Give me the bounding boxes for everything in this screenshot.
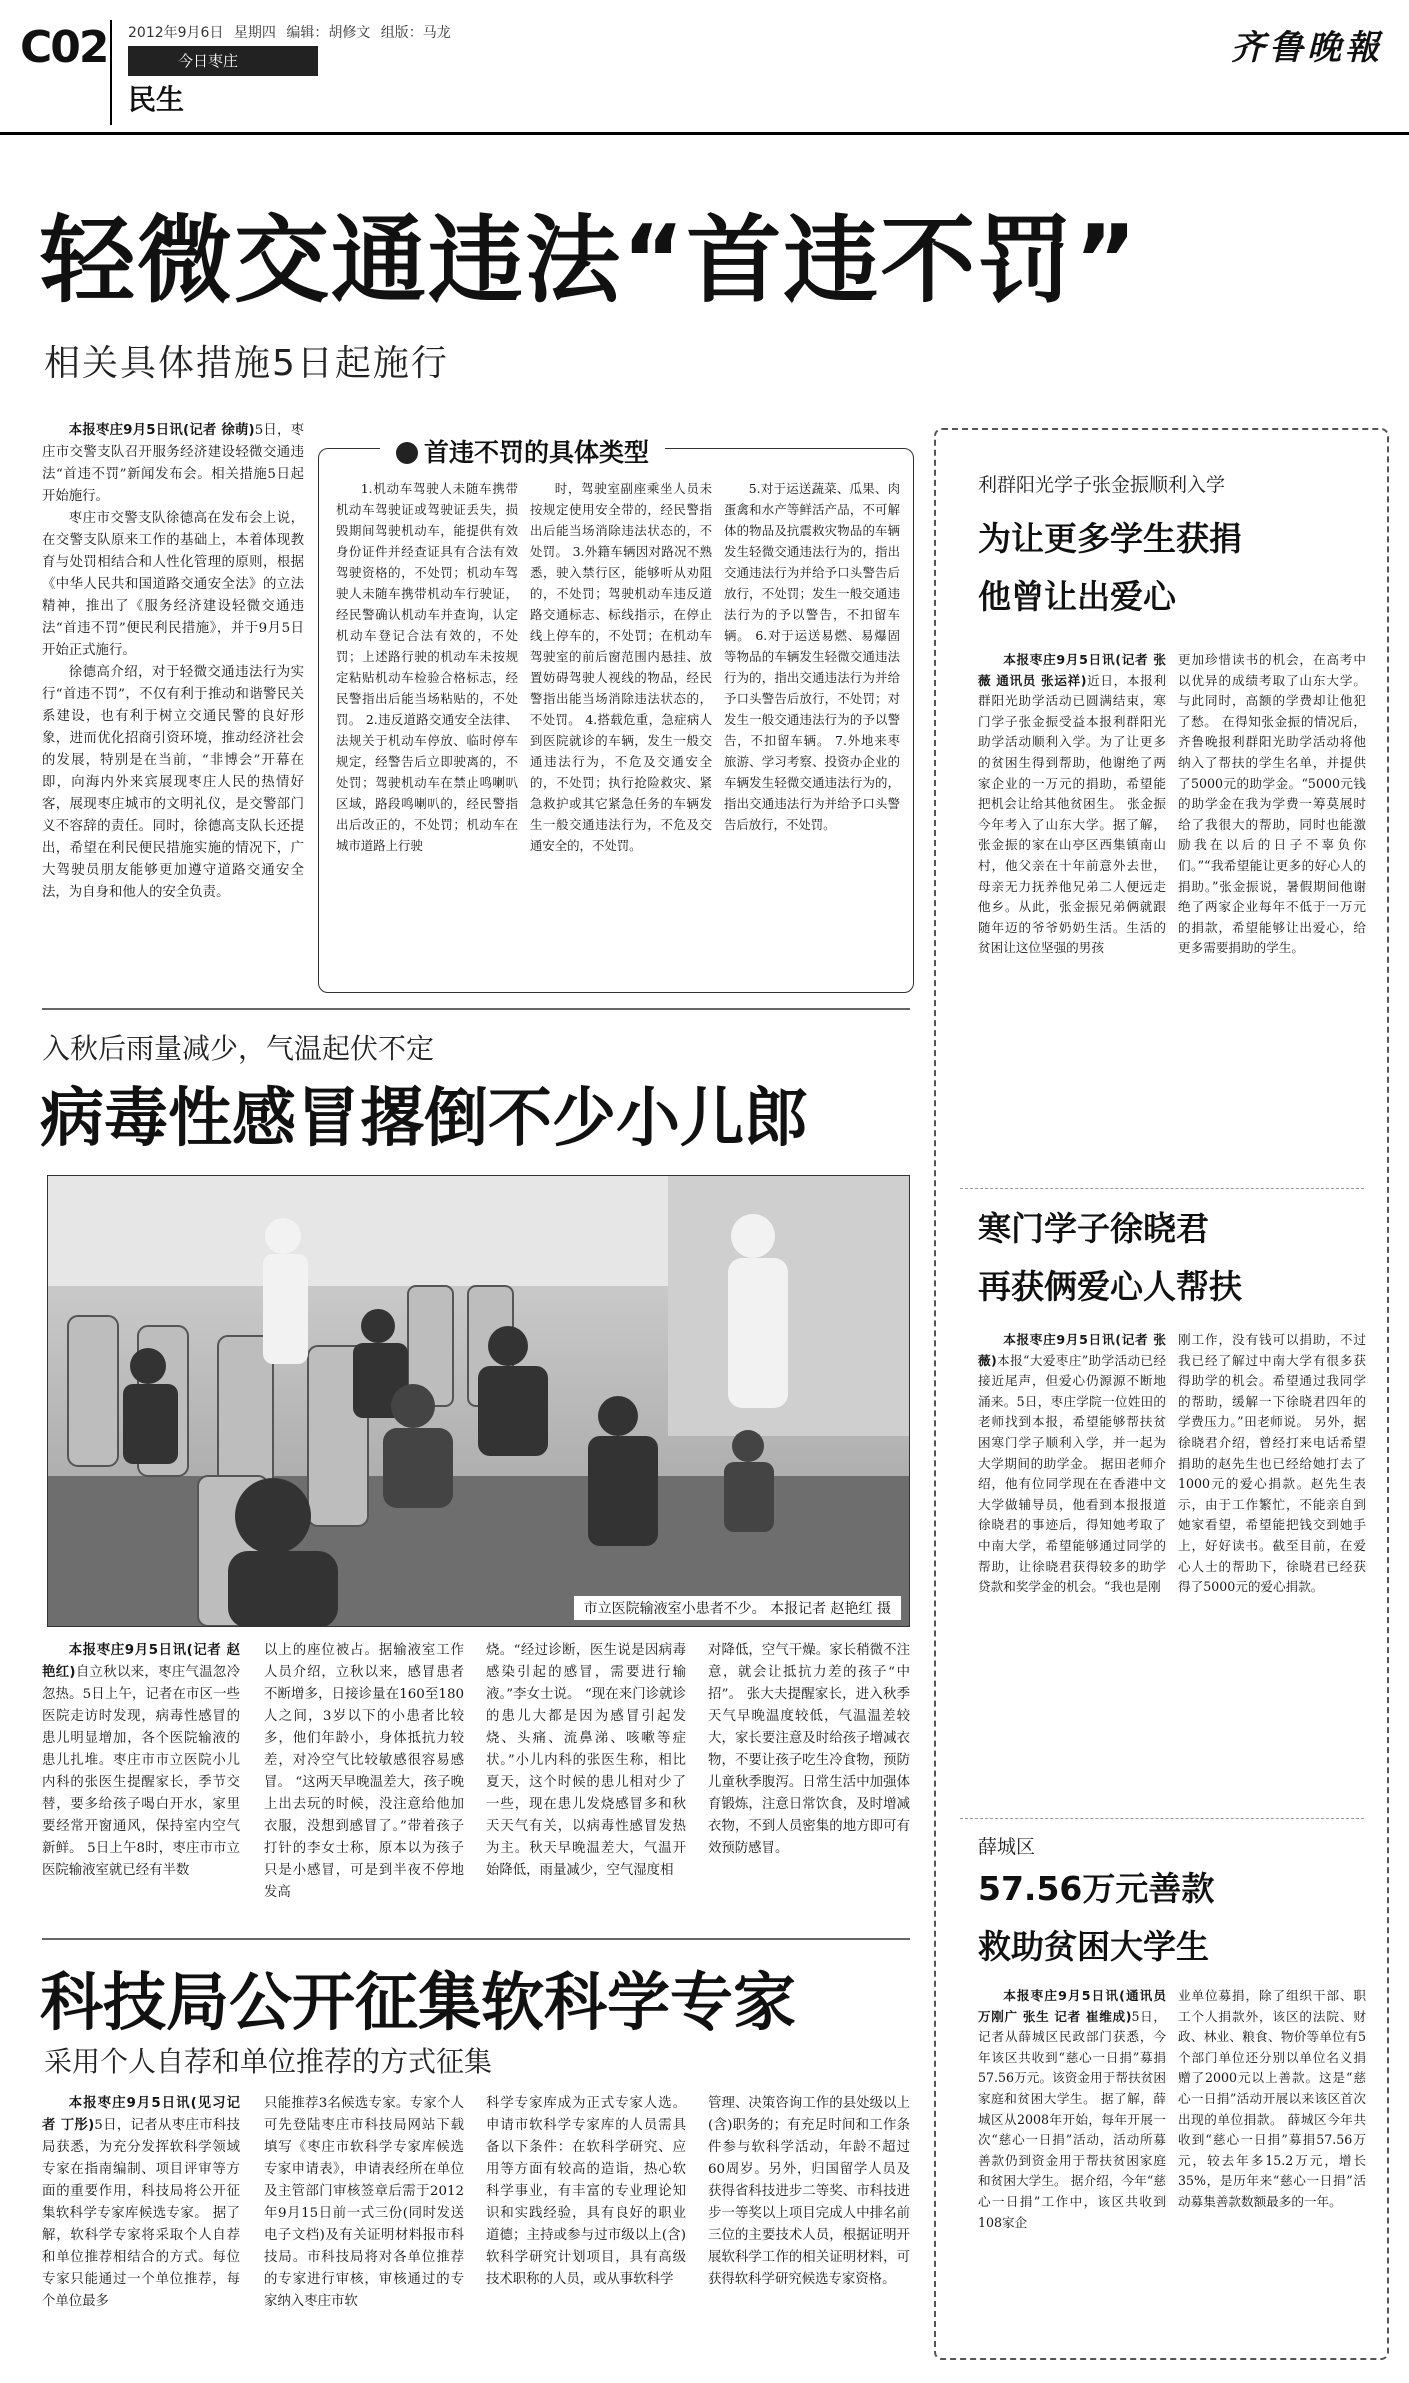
- story-divider: [42, 1008, 910, 1010]
- header-meta: 2012年9月6日 星期四 编辑：胡修文 组版：马龙: [128, 25, 451, 41]
- story3-subhead: 采用个人自荐和单位推荐的方式征集: [44, 2045, 493, 2078]
- violation-types-col3: 5.对于运送蔬菜、瓜果、肉蛋禽和水产等鲜活产品，不可解体的物品及抗震救灾物品的车辆发生轻微交通违法行为的，指出交通违法行为并给予口头警告后放行，不处罚；发生一般交通违法行为的予以警告，不扣留车辆。 6.对于运送易燃、易爆固等物品的车辆发生轻微交通违法行为的，指出交通违法行为并给予口头警告后放行，不处罚；对发生一般交通违法行为的予以警告，不扣留车辆。 7.外地来枣旅游、学习考察、投资办企业的车辆发生轻微交通违法行为的，指出交通违法行为并给予口头警告后放行，不处罚。: [724, 481, 900, 832]
- sidebar-s3-col1: 本报枣庄9月5日讯(通讯员 万刚广 张生 记者 崔维成)5日，记者从薛城区民政部门获悉，今年该区共收到“慈心一日捐”募捐57.56万元。该资金用于帮扶贫困家庭和贫困大学生。 据了解，薛城区从2008年开始，每年开展一次“慈心一日捐”活动，活动所募善款仍到资金用于帮扶贫困家庭和贫困大学生。 据介绍，今年“慈心一日捐”工作中，该区共收到108家企: [978, 1988, 1166, 2230]
- clinic-photo: [47, 1175, 910, 1627]
- sidebar-divider: [960, 1188, 1364, 1189]
- story1-headline: 轻微交通违法“首违不罚”: [40, 206, 1139, 316]
- page-number: C02: [20, 22, 108, 73]
- bullet-icon: [396, 442, 418, 464]
- story3-col1: 本报枣庄9月5日讯(见习记者 丁彤)5日，记者从枣庄市科技局获悉，为充分发挥软科学领域专家在指南编制、项目评审等方面的重要作用，科技局将公开征集软科学专家库候选专家。 据了解，软科学专家将采取个人自荐和单位推荐相结合的方式。每位专家只能通过一个单位推荐，每个单位最多: [42, 2096, 240, 2309]
- story2-lead: 本报枣庄9月5日讯(记者 赵艳红): [42, 1643, 240, 1680]
- clinic-photo-image: [48, 1176, 910, 1627]
- sidebar-s1-headline: 为让更多学生获捐 他曾让出爱心: [978, 519, 1242, 616]
- photo-caption: 市立医院输液室小患者不少。 本报记者 赵艳红 摄: [574, 1596, 901, 1620]
- story3-col4: 管理、决策咨询工作的县处级以上(含)职务的；有充足时间和工作条件参与软科学活动，年龄不超过60周岁。另外，归国留学人员及获得省科技进步二等奖、市科技进步一等奖以上项目完成人中排名前三位的主要技术人员，根据证明开展软科学工作的相关证明材料，可获得软科学研究候选专家资格。: [708, 2096, 910, 2287]
- story3-col3: 科学专家库成为正式专家人选。 申请市软科学专家库的人员需具备以下条件：在软科学研究、应用等方面有较高的造诣，热心软科学事业，有丰富的专业理论知识和实践经验，具有良好的职业道德；主持或参与过市级以上(含)软科学研究计划项目，具有高级技术职称的人员，或从事软科学: [486, 2096, 686, 2287]
- story1-p1: 5日，枣庄市交警支队召开服务经济建设轻微交通违法“首违不罚”新闻发布会。相关措施5日起开始施行。: [42, 423, 304, 504]
- story-divider: [42, 1938, 910, 1940]
- violation-types-col2: 时，驾驶室副座乘坐人员未按规定使用安全带的，经民警指出后能当场消除违法状态的，不处罚。 3.外籍车辆因对路况不熟悉，驶入禁行区，能够听从劝阻的，不处罚；驾驶机动车违反道路交通标志、标线指示，在停止线上停车的，不处罚；在机动车驾驶室的前后窗范围内悬挂、放置妨碍驾驶人视线的物品，经民警指出能当场消除违法状态的，不处罚。 4.搭载危重，急症病人到医院就诊的车辆，发生一般交通违法行为，不危及交通安全的，不处罚；执行抢险救灾、紧急救护或其它紧急任务的车辆发生一般交通违法行为，不危及交通安全的，不处罚。: [530, 481, 712, 853]
- header-divider: [110, 20, 112, 125]
- sidebar-divider: [960, 1818, 1364, 1819]
- sidebar-s2-headline: 寒门学子徐晓君 再获俩爱心人帮扶: [978, 1209, 1242, 1306]
- story1-subhead: 相关具体措施5日起施行: [44, 343, 449, 384]
- story2-col2: 以上的座位被占。据输液室工作人员介绍，立秋以来，感冒患者不断增多，日接诊量在160至180人之间，3岁以下的小患者比较多，他们年龄小，身体抵抗力较差，对冷空气比较敏感很容易感冒。 “这两天早晚温差大，孩子晚上出去玩的时候，没注意给他加衣服，没想到感冒了。”带着孩子打针的李女士称，原本以为孩子只是小感冒，可是到半夜不停地发高: [264, 1643, 464, 1900]
- newspaper-logo: 齐鲁晚報: [1231, 28, 1383, 68]
- header-rule: [0, 132, 1409, 135]
- section-tag: 今日枣庄: [128, 46, 318, 76]
- sidebar-s3-col2: 业单位募捐，除了组织干部、职工个人捐款外，该区的法院、财政、林业、粮食、物价等单位有5个部门单位还分别以单位名义捐赠了2000元以上善款。这是“慈心一日捐”活动开展以来该区首次出现的单位捐款。 薛城区今年共收到“慈心一日捐”募捐57.56万元，较去年多15.2万元，增长35%，是历年来“慈心一日捐”活动募集善款数额最多的一年。: [1178, 1988, 1366, 2209]
- sidebar-s2-col2: 刚工作，没有钱可以捐助，不过我已经了解过中南大学有很多获得助学的机会。希望通过我同学的帮助，缓解一下徐晓君四年的学费压力。”田老师说。 另外，据徐晓君介绍，曾经打来电话希望捐助的赵先生也已经给她打去了1000元的爱心捐款。赵先生表示，由于工作繁忙，不能亲自到她家看望，希望能把钱交到她手上，好好读书。截至目前，在爱心人士的帮助下，徐晓君已经获得了5000元的爱心捐款。: [1178, 1332, 1366, 1595]
- sidebar-s1-col2: 更加珍惜读书的机会，在高考中以优异的成绩考取了山东大学。与此同时，高额的学费却让他犯了愁。 在得知张金振的情况后，齐鲁晚报利群阳光助学活动将他纳入了帮扶的学生名单，并提供了5000元的助学金。“5000元钱的助学金在我为学费一筹莫展时给了我很大的帮助，同时也能激励我在以后的日子不辜负你们。”“我希望能让更多的好心人的捐助。”张金振说，暑假期间他谢绝了两家企业每年不低于一万元的捐款，希望能够让出爱心，给更多需要捐助的学生。: [1178, 652, 1366, 956]
- story2-col1: 本报枣庄9月5日讯(记者 赵艳红)自立秋以来，枣庄气温忽冷忽热。5日上午，记者在市区一些医院走访时发现，病毒性感冒的患儿明显增加，各个医院输液的患儿扎堆。枣庄市市立医院小儿内科的张医生提醒家长，季节交替，要多给孩子喝白开水，家里要经常开窗通风，保持室内空气新鲜。 5日上午8时，枣庄市市立医院输液室就已经有半数: [42, 1643, 240, 1878]
- story1-lead: 本报枣庄9月5日讯(记者 徐萌): [68, 423, 255, 438]
- sidebar-s3-headline: 57.56万元善款 救助贫困大学生: [978, 1869, 1215, 1966]
- story2-kicker: 入秋后雨量减少，气温起伏不定: [42, 1032, 435, 1065]
- sidebar-s2-col1: 本报枣庄9月5日讯(记者 张薇)本报“大爱枣庄”助学活动已经接近尾声，但爱心仍源源不断地涌来。5日，枣庄学院一位姓田的老师找到本报，希望能够帮扶贫困寒门学子顺利入学，并一起为大学期间的助学金。 据田老师介绍，他有位同学现在在香港中文大学做辅导员，他看到本报报道徐晓君的事迹后，得知她考取了中南大学，希望能够通过同学的帮助，让徐晓君获得较多的助学贷款和奖学金的机会。“我也是刚: [978, 1332, 1166, 1595]
- story2-col3: 烧。“经过诊断，医生说是因病毒感染引起的感冒，需要进行输液。”李女士说。 “现在来门诊就诊的患儿大都是因为感冒引起发烧、头痛、流鼻涕、咳嗽等症状。”小儿内科的张医生称，相比夏天，这个时候的患儿相对少了一些，现在患儿发烧感冒多和秋天天气有关，以病毒性感冒发热为主。秋天早晚温差大，气温开始降低，雨量减少，空气湿度相: [486, 1643, 686, 1878]
- violation-types-col1: 1.机动车驾驶人未随车携带机动车驾驶证或驾驶证丢失，损毁期间驾驶机动车，能提供有效身份证件并经查证具有合法有效驾驶资格的，不处罚；机动车驾驶人未随车携带机动车行驶证，经民警确认机动车并查询，认定机动车登记合法有效的，不处罚；上述路行驶的机动车未按规定粘贴机动车检验合格标志，经民警指出后能当场粘贴的，不处罚。 2.违反道路交通安全法律、法规关于机动车停放、临时停车规定，经警告后立即驶离的，不处罚；驾驶机动车在禁止鸣喇叭区域，路段鸣喇叭的，经民警指出后改正的，不处罚；机动车在城市道路上行驶: [336, 481, 518, 853]
- story1-p3: 徐德高介绍，对于轻微交通违法行为实行“首违不罚”，不仅有利于推动和谐警民关系建设，也有利于树立交通民警的良好形象，进而优化招商引资环境，推动经济社会的发展，特别是在当前，“非博会”开幕在即，向海内外来宾展现枣庄人民的热情好客，展现枣庄城市的文明礼仪，是交警部门义不容辞的责任。同时，徐德高支队长还提出，希望在利民便民措施实施的情况下，广大驾驶员朋友能够更加遵守道路交通安全法，为自身和他人的安全负责。: [42, 665, 304, 900]
- story2-headline: 病毒性感冒撂倒不少小儿郎: [40, 1082, 808, 1156]
- story1-p2: 枣庄市交警支队徐德高在发布会上说，在交警支队原来工作的基础上，本着体现教育与处罚相结合和人性化管理的原则，根据《中华人民共和国道路交通安全法》的立法精神，推出了《服务经济建设轻微交通违法“首违不罚”便民利民措施》，并于9月5日开始正式施行。: [42, 511, 304, 658]
- story1-body: [42, 420, 304, 1000]
- story2-col4: 对降低，空气干燥。家长稍微不注意，就会让抵抗力差的孩子“中招”。 张大夫提醒家长，进入秋季天气早晚温度较低，气温温差较大，家长要注意及时给孩子增减衣物，不要让孩子吃生冷食物，预防儿童秋季腹泻。日常生活中加强体育锻炼，注意日常饮食，及时增减衣物，不到人员密集的地方即可有效预防感冒。: [708, 1643, 910, 1856]
- sidebar-s3-kicker: 薛城区: [978, 1836, 1036, 1858]
- story3-lead: 本报枣庄9月5日讯(见习记者 丁彤): [42, 2096, 240, 2133]
- section-name: 民生: [128, 83, 185, 116]
- sidebar-s1-kicker: 利群阳光学子张金振顺利入学: [978, 474, 1226, 496]
- story3-col2: 只能推荐3名候选专家。专家个人可先登陆枣庄市科技局网站下载填写《枣庄市软科学专家库候选专家申请表》，申请表经所在单位及主管部门审核签章后需于2012年9月15日前一式三份(同时发送电子文档)及有关证明材料报市科技局。市科技局将对各单位推荐的专家进行审核，审核通过的专家纳入枣庄市软: [264, 2096, 464, 2309]
- sidebar-s1-col1: 本报枣庄9月5日讯(记者 张薇 通讯员 张运祥)近日，本报利群阳光助学活动已圆满结束，寒门学子张金振受益本报利群阳光助学活动顺利入学。为了让更多的贫困生得到帮助，他谢绝了两家企业的一万元的捐助，希望能把机会让给其他贫困生。 张金振今年考入了山东大学。据了解，张金振的家在山亭区西集镇南山村，他父亲在十年前意外去世，母亲无力抚养他兄弟二人便远走他乡。从此，张金振兄弟俩就跟随年迈的爷爷奶奶生活。生活的贫困让这位坚强的男孩: [978, 652, 1166, 956]
- story3-headline: 科技局公开征集软科学专家: [40, 1966, 796, 2039]
- violation-types-title: 首违不罚的具体类型: [380, 433, 665, 469]
